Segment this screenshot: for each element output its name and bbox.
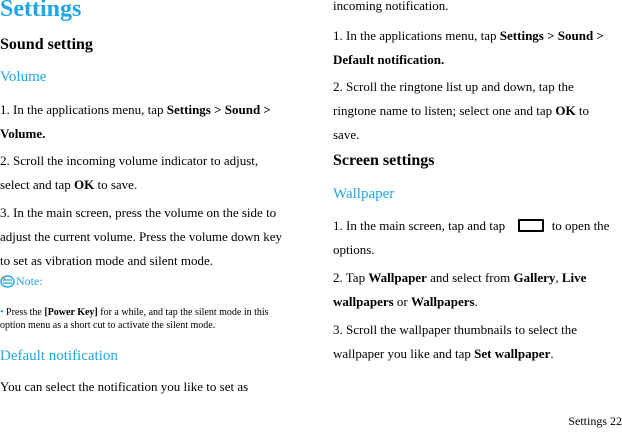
volume-step-2 bbox=[0, 149, 290, 197]
page-footer: Settings 22 bbox=[568, 414, 622, 428]
volume-step-2-tail: to save. bbox=[94, 177, 138, 192]
note-body bbox=[0, 306, 292, 332]
default-notification-intro-cont: incoming notification. bbox=[333, 0, 449, 13]
default-notification-intro: You can select the notification you like to set as bbox=[0, 379, 249, 394]
notification-step-2-ok: OK bbox=[555, 103, 576, 118]
screen-settings-heading: Screen settings bbox=[333, 152, 435, 169]
note-text-post: for a while, and tap the silent mode in this option menu as a short cut to activate the silent mode. bbox=[0, 307, 269, 331]
wallpaper-step-2-mid2: , bbox=[555, 270, 562, 285]
set-wallpaper-label: Set wallpaper bbox=[474, 346, 551, 361]
volume-step-2-text: 2. Scroll the incoming volume indicator to adjust, select and tap bbox=[0, 153, 259, 192]
wallpaper-step-3-text: 3. Scroll the wallpaper thumbnails to select the wallpaper you like and tap bbox=[333, 322, 578, 361]
note-icon bbox=[0, 275, 15, 288]
volume-heading: Volume bbox=[0, 69, 47, 85]
notification-step-1-text: 1. In the applications menu, tap bbox=[333, 28, 500, 43]
note-bullet: • bbox=[0, 307, 4, 318]
wallpaper-step-2 bbox=[333, 266, 622, 314]
notification-step-1-path: Settings > Sound > Default notification. bbox=[333, 28, 604, 67]
wallpapers-option: Wallpapers bbox=[411, 294, 475, 309]
wallpaper-step-1-tail: to open the options. bbox=[333, 218, 610, 257]
wallpaper-step-2-tail: . bbox=[474, 294, 478, 309]
wallpaper-heading: Wallpaper bbox=[333, 186, 395, 202]
volume-step-1-text: 1. In the applications menu, tap bbox=[0, 102, 167, 117]
sound-setting-heading: Sound setting bbox=[0, 36, 93, 53]
menu-key-icon bbox=[518, 219, 544, 232]
gallery-option: Gallery bbox=[513, 270, 556, 285]
wallpaper-step-3 bbox=[333, 318, 622, 366]
volume-step-1 bbox=[0, 98, 290, 146]
note-label: Note: bbox=[16, 274, 43, 288]
notification-step-2-text: 2. Scroll the ringtone list up and down, tap the ringtone name to listen; select one and tap bbox=[333, 79, 574, 118]
note-heading bbox=[0, 274, 43, 289]
volume-step-1-path: Settings > Sound > Volume. bbox=[0, 102, 271, 141]
wallpaper-step-1-text: 1. In the main screen, tap and tap bbox=[333, 218, 509, 233]
wallpaper-option: Wallpaper bbox=[368, 270, 427, 285]
notification-step-2-tail: to save. bbox=[333, 103, 589, 142]
note-text-pre: Press the bbox=[3, 307, 45, 318]
page-title: Settings bbox=[0, 0, 82, 22]
notification-step-1 bbox=[333, 24, 622, 72]
wallpaper-step-2-text: 2. Tap bbox=[333, 270, 369, 285]
wallpaper-step-3-tail: . bbox=[550, 346, 554, 361]
volume-step-3: 3. In the main screen, press the volume on the side to adjust the current volume. Press the volume down key to set as vibration mode and silent mode. bbox=[0, 205, 282, 268]
volume-step-2-ok: OK bbox=[74, 177, 95, 192]
note-power-key: [Power Key] bbox=[44, 307, 98, 318]
notification-step-2 bbox=[333, 75, 618, 147]
wallpaper-step-2-mid3: or bbox=[393, 294, 412, 309]
live-wallpapers-option: Live wallpapers bbox=[333, 270, 587, 309]
wallpaper-step-2-mid1: and select from bbox=[426, 270, 514, 285]
wallpaper-step-1 bbox=[333, 214, 622, 262]
default-notification-heading: Default notification bbox=[0, 348, 118, 364]
